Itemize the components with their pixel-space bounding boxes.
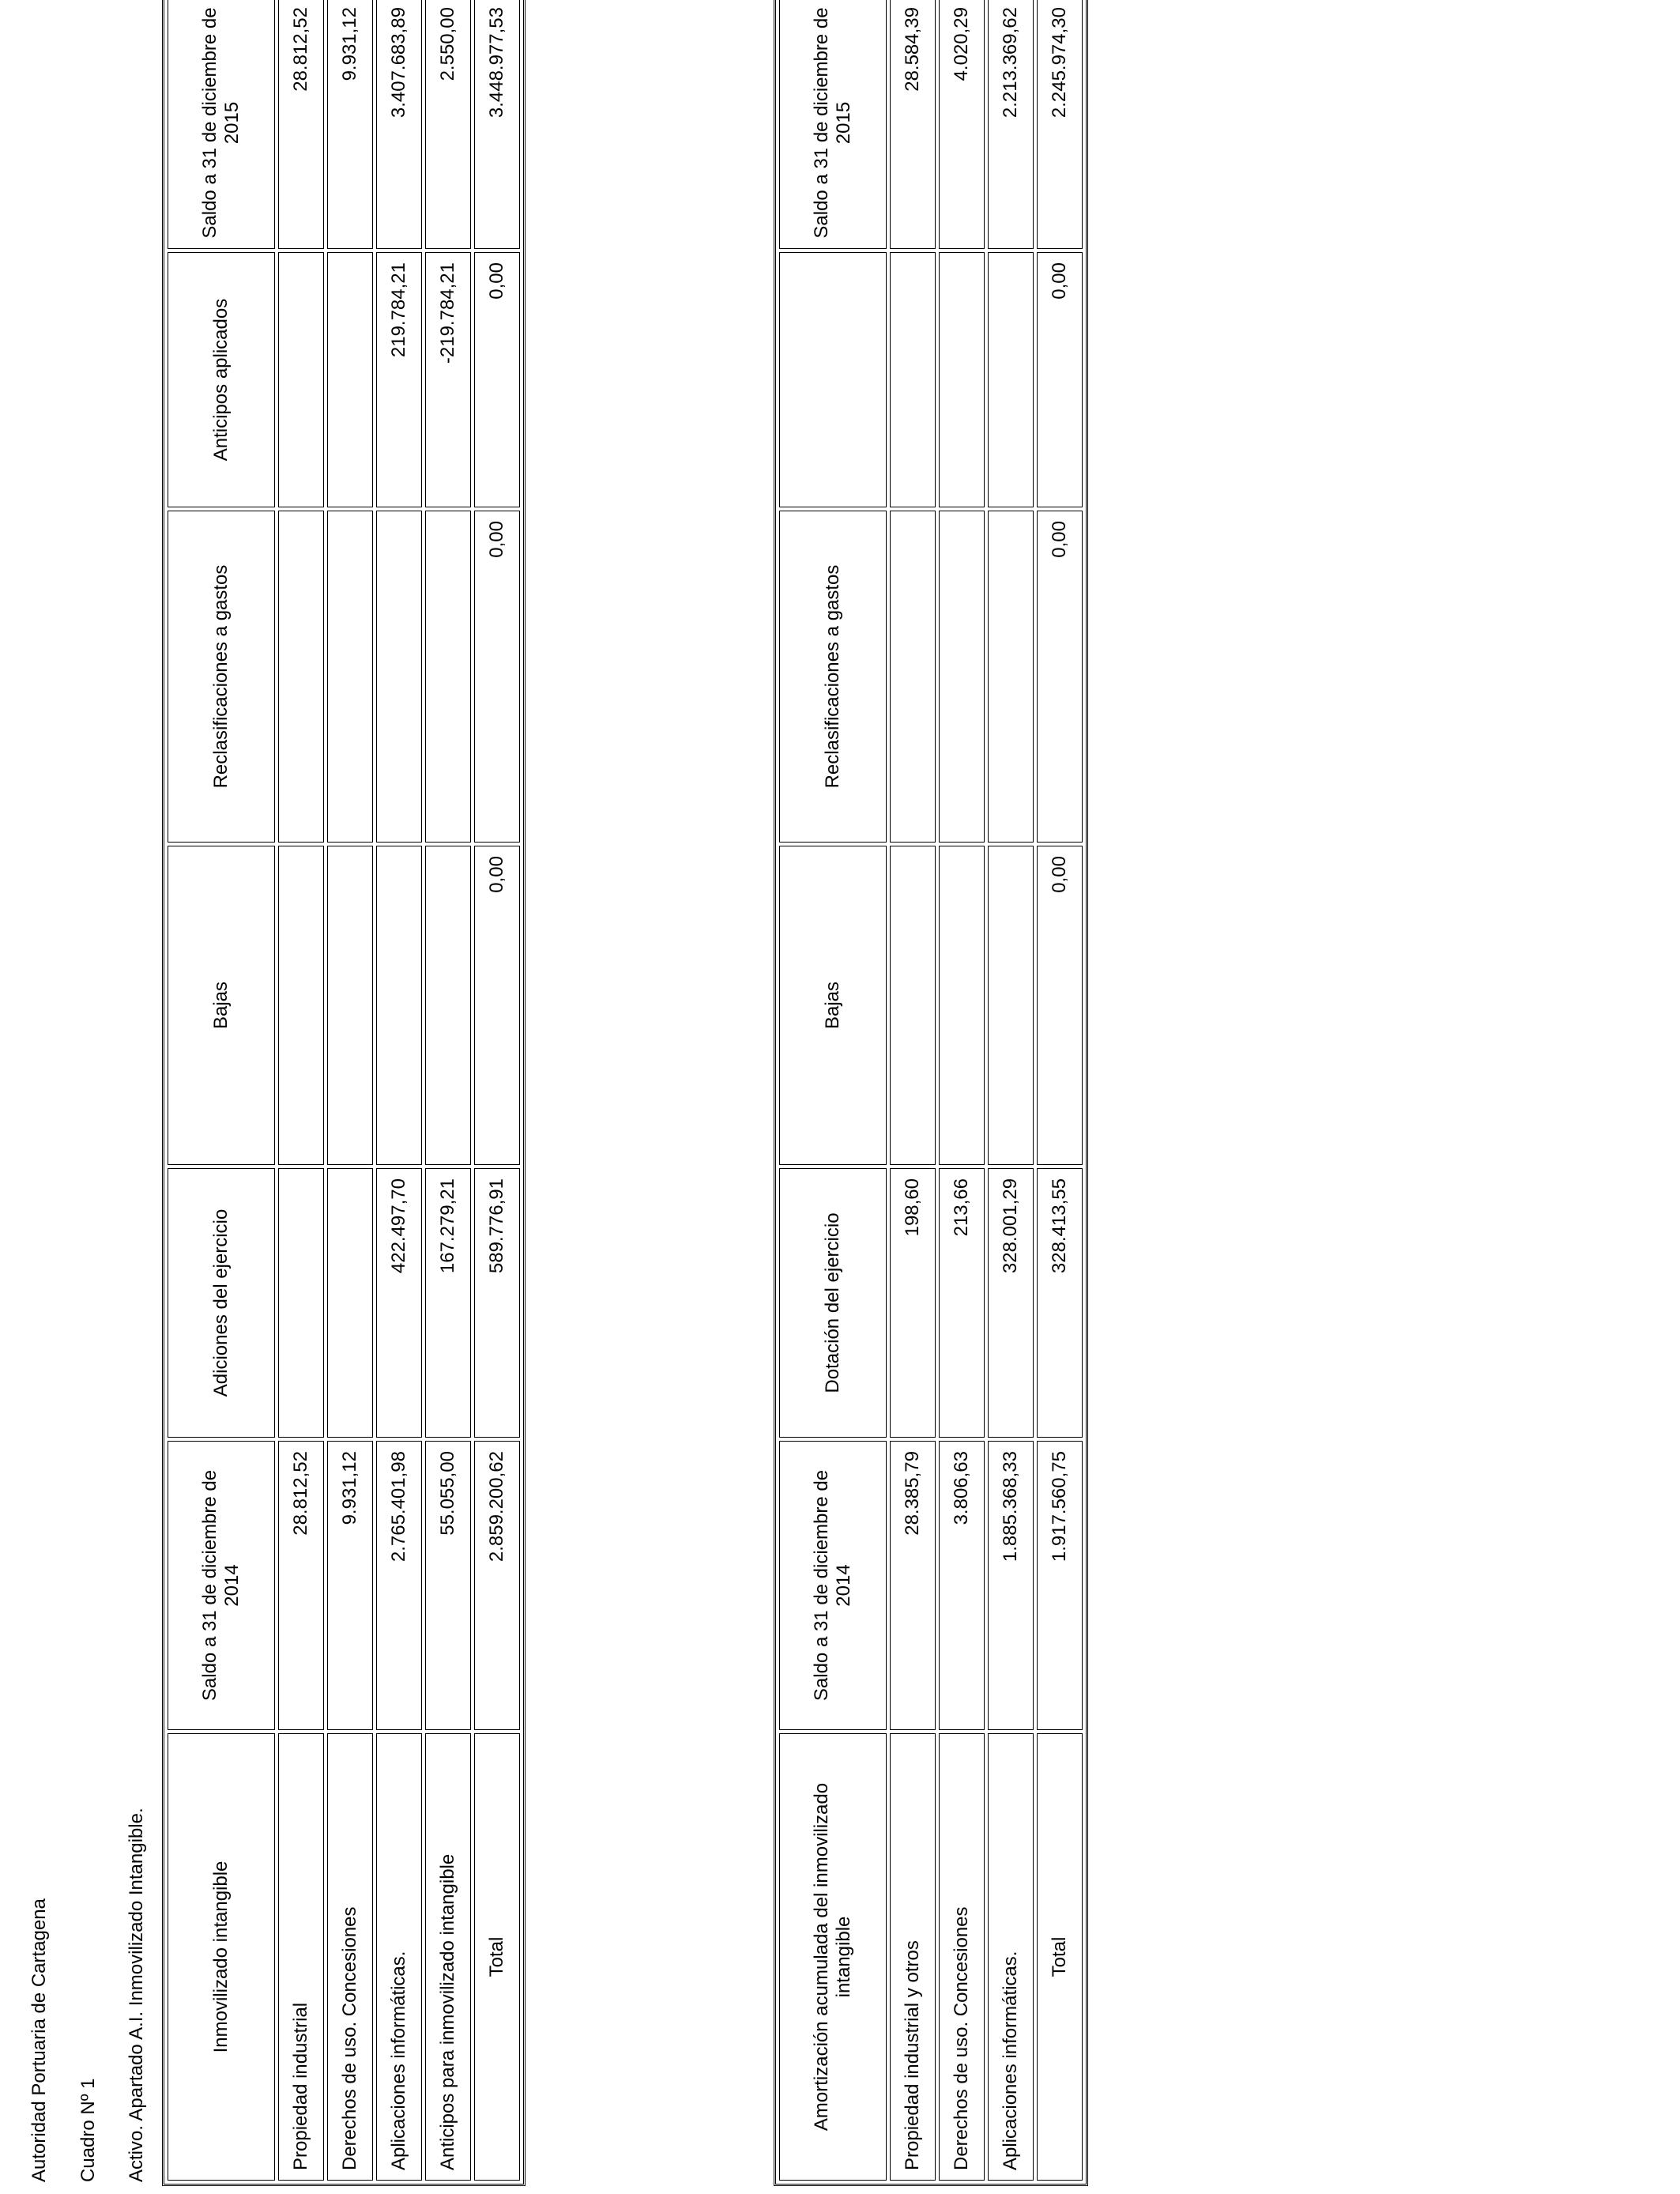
cell: 28.584,39	[890, 0, 936, 249]
cell	[278, 1168, 324, 1438]
cell	[327, 511, 373, 843]
row-label: Propiedad industrial y otros	[890, 1733, 936, 2181]
row-label: Aplicaciones informáticas.	[376, 1733, 422, 2181]
table-row	[988, 0, 1034, 2181]
table-row	[939, 0, 985, 2181]
total-cell: 2.859.200,62	[474, 1441, 520, 1730]
cell: 1.885.368,33	[988, 1441, 1034, 1730]
cell	[278, 252, 324, 507]
column-header: Saldo a 31 de diciembre de 2014	[168, 1441, 275, 1730]
column-header: Inmovilizado intangible	[168, 1733, 275, 2181]
cell: 3.806,63	[939, 1441, 985, 1730]
column-header: Saldo a 31 de diciembre de 2015	[168, 0, 275, 249]
cell	[425, 846, 471, 1165]
cell	[939, 846, 985, 1165]
cell: 328.001,29	[988, 1168, 1034, 1438]
column-header: Dotación del ejercicio	[779, 1168, 887, 1438]
column-header: Anticipos aplicados	[168, 252, 275, 507]
cell	[376, 846, 422, 1165]
cell	[278, 511, 324, 843]
table-number: Cuadro Nº 1	[77, 2078, 99, 2182]
table-header-row	[168, 0, 275, 2181]
table-row	[327, 0, 373, 2181]
cell: 422.497,70	[376, 1168, 422, 1438]
cell: 55.055,00	[425, 1441, 471, 1730]
total-cell: 0,00	[1037, 846, 1083, 1165]
total-cell: 328.413,55	[1037, 1168, 1083, 1438]
row-label: Derechos de uso. Concesiones	[939, 1733, 985, 2181]
cell: 2.213.369,62	[988, 0, 1034, 249]
cell: 219.784,21	[376, 252, 422, 507]
total-cell: 3.448.977,53	[474, 0, 520, 249]
table-total-row	[474, 0, 520, 2181]
cell	[327, 252, 373, 507]
total-label: Total	[1037, 1733, 1083, 2181]
cell: 9.931,12	[327, 1441, 373, 1730]
column-header: Saldo a 31 de diciembre de 2014	[779, 1441, 887, 1730]
column-header: Bajas	[168, 846, 275, 1165]
table-total-row	[1037, 0, 1083, 2181]
total-cell: 0,00	[474, 846, 520, 1165]
column-header: Reclasificaciones a gastos	[168, 511, 275, 843]
row-label: Derechos de uso. Concesiones	[327, 1733, 373, 2181]
table-row	[278, 0, 324, 2181]
cell: 198,60	[890, 1168, 936, 1438]
cell	[939, 252, 985, 507]
total-cell: 589.776,91	[474, 1168, 520, 1438]
cell	[988, 846, 1034, 1165]
cell	[890, 511, 936, 843]
table-row	[376, 0, 422, 2181]
cell	[939, 511, 985, 843]
cell	[278, 846, 324, 1165]
total-cell: 2.245.974,30	[1037, 0, 1083, 249]
cell	[988, 511, 1034, 843]
table-row	[425, 0, 471, 2181]
cell: 28.812,52	[278, 1441, 324, 1730]
table-row	[890, 0, 936, 2181]
section-title: Activo. Apartado A.I. Inmovilizado Intangible.	[126, 1808, 147, 2182]
amortization-table	[774, 0, 1088, 2186]
row-label: Propiedad industrial	[278, 1733, 324, 2181]
cell: 2.550,00	[425, 0, 471, 249]
cell: 28.812,52	[278, 0, 324, 249]
cell: 2.765.401,98	[376, 1441, 422, 1730]
cell: 3.407.683,89	[376, 0, 422, 249]
cell	[988, 252, 1034, 507]
total-cell: 0,00	[1037, 511, 1083, 843]
cell: 4.020,29	[939, 0, 985, 249]
total-cell: 0,00	[474, 252, 520, 507]
cell	[327, 1168, 373, 1438]
cell: 28.385,79	[890, 1441, 936, 1730]
column-header: Saldo a 31 de diciembre de 2015	[779, 0, 887, 249]
intangible-assets-table	[162, 0, 525, 2186]
row-label: Aplicaciones informáticas.	[988, 1733, 1034, 2181]
table-header-row	[779, 0, 887, 2181]
row-label: Anticipos para inmovilizado intangible	[425, 1733, 471, 2181]
column-header: Amortización acumulada del inmovilizado intangible	[779, 1733, 887, 2181]
total-label: Total	[474, 1733, 520, 2181]
cell: 9.931,12	[327, 0, 373, 249]
total-cell: 0,00	[474, 511, 520, 843]
cell: 167.279,21	[425, 1168, 471, 1438]
column-header: Reclasificaciones a gastos	[779, 511, 887, 843]
cell	[425, 511, 471, 843]
total-cell: 1.917.560,75	[1037, 1441, 1083, 1730]
organization-name: Autoridad Portuaria de Cartagena	[28, 1898, 50, 2182]
cell	[890, 846, 936, 1165]
column-header: Adiciones del ejercicio	[168, 1168, 275, 1438]
cell: 213,66	[939, 1168, 985, 1438]
cell	[890, 252, 936, 507]
cell: -219.784,21	[425, 252, 471, 507]
column-header	[779, 252, 887, 507]
total-cell: 0,00	[1037, 252, 1083, 507]
cell	[327, 846, 373, 1165]
column-header: Bajas	[779, 846, 887, 1165]
cell	[376, 511, 422, 843]
